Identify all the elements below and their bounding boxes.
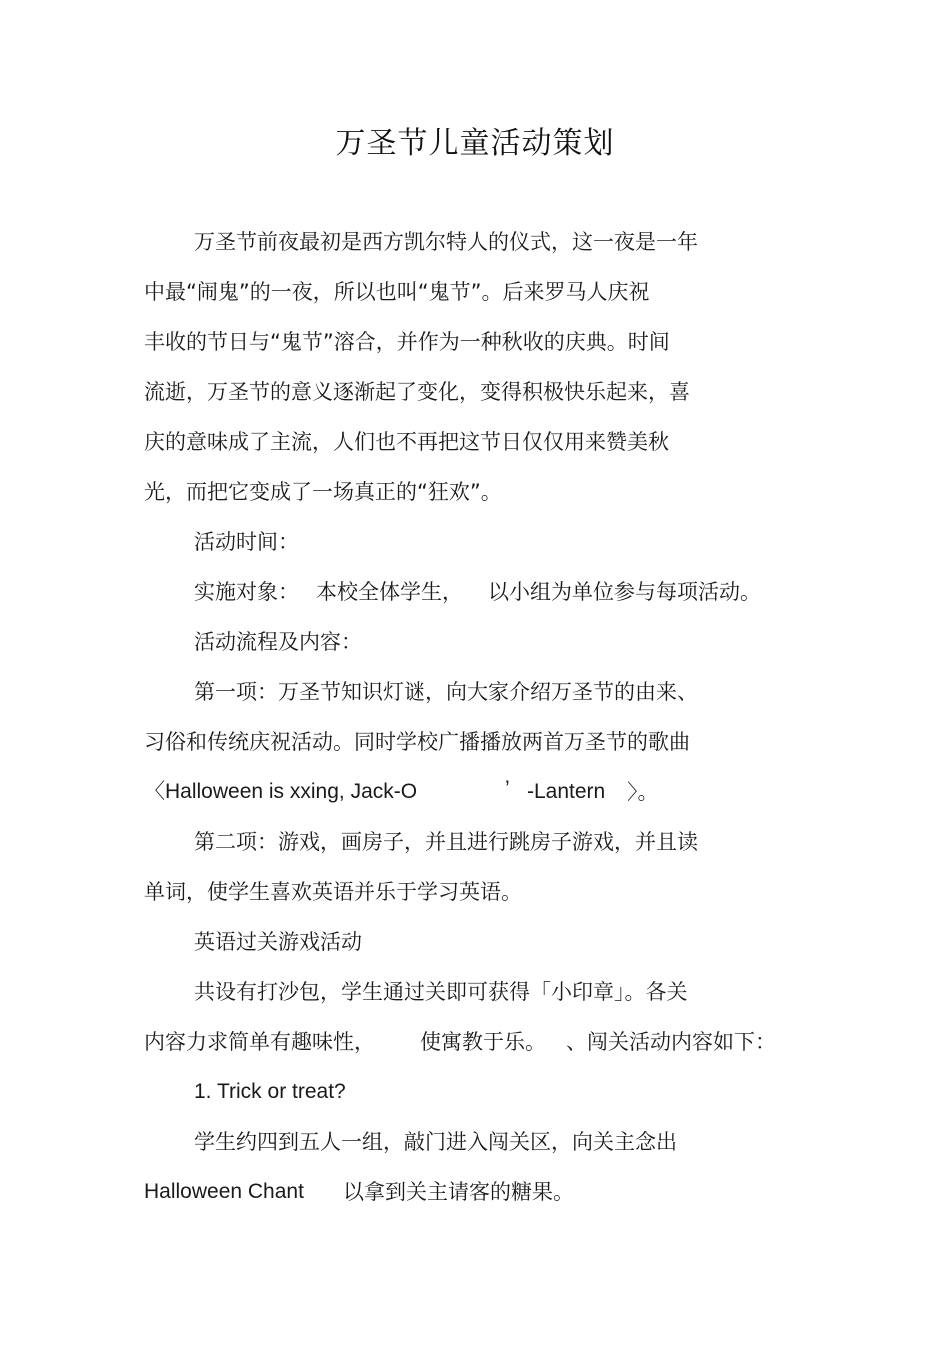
song-title-part: -Lantern <box>527 780 606 803</box>
paragraph-line: 以拿到关主请客的糖果。 <box>343 1180 574 1204</box>
target-note: 以小组为单位参与每项活动。 <box>488 580 761 604</box>
paragraph-line: 单词，使学生喜欢英语并乐于学习英语。 <box>144 880 522 904</box>
paragraph-line: 共设有打沙包，学生通过关即可获得「小印章」。各关 <box>194 980 688 1004</box>
paragraph-line: 学生约四到五人一组，敲门进入闯关区，向关主念出 <box>194 1130 677 1154</box>
process-label: 活动流程及内容： <box>194 630 362 654</box>
target-value: 本校全体学生， <box>316 580 463 604</box>
paragraph-line: 丰收的节日与“鬼节”溶合，并作为一种秋收的庆典。时间 <box>144 330 670 354</box>
paragraph-line: 流逝，万圣节的意义逐渐起了变化，变得积极快乐起来，喜 <box>144 380 690 404</box>
document-title: 万圣节儿童活动策划 <box>335 126 615 161</box>
apostrophe: ’ <box>505 777 510 800</box>
paragraph-line: 万圣节前夜最初是西方凯尔特人的仪式，这一夜是一年 <box>194 230 698 254</box>
paragraph-line: 习俗和传统庆祝活动。同时学校广播播放两首万圣节的歌曲 <box>144 730 690 754</box>
activity-time-label: 活动时间： <box>194 530 299 554</box>
paragraph-line: 、闯关活动内容如下： <box>566 1030 776 1054</box>
section-heading: 英语过关游戏活动 <box>194 930 362 954</box>
paragraph-line: 第二项：游戏，画房子，并且进行跳房子游戏，并且读 <box>194 830 698 854</box>
paragraph-line: 庆的意味成了主流，人们也不再把这节日仅仅用来赞美秋 <box>144 430 669 454</box>
target-label: 实施对象： <box>194 580 299 604</box>
song-title-part: 〈Halloween is xxing, Jack-O <box>144 780 418 803</box>
chant-name: Halloween Chant <box>144 1180 304 1203</box>
song-title-close: 〉。 <box>627 780 659 804</box>
paragraph-line: 使寓教于乐。 <box>420 1030 546 1054</box>
paragraph-line: 光，而把它变成了一场真正的“狂欢”。 <box>144 480 502 504</box>
paragraph-line: 中最“闹鬼”的一夜，所以也叫“鬼节”。后来罗马人庆祝 <box>144 280 650 304</box>
list-item-heading: 1. Trick or treat? <box>194 1080 346 1103</box>
paragraph-line: 第一项：万圣节知识灯谜，向大家介绍万圣节的由来、 <box>194 680 698 704</box>
paragraph-line: 内容力求简单有趣味性， <box>144 1030 375 1054</box>
